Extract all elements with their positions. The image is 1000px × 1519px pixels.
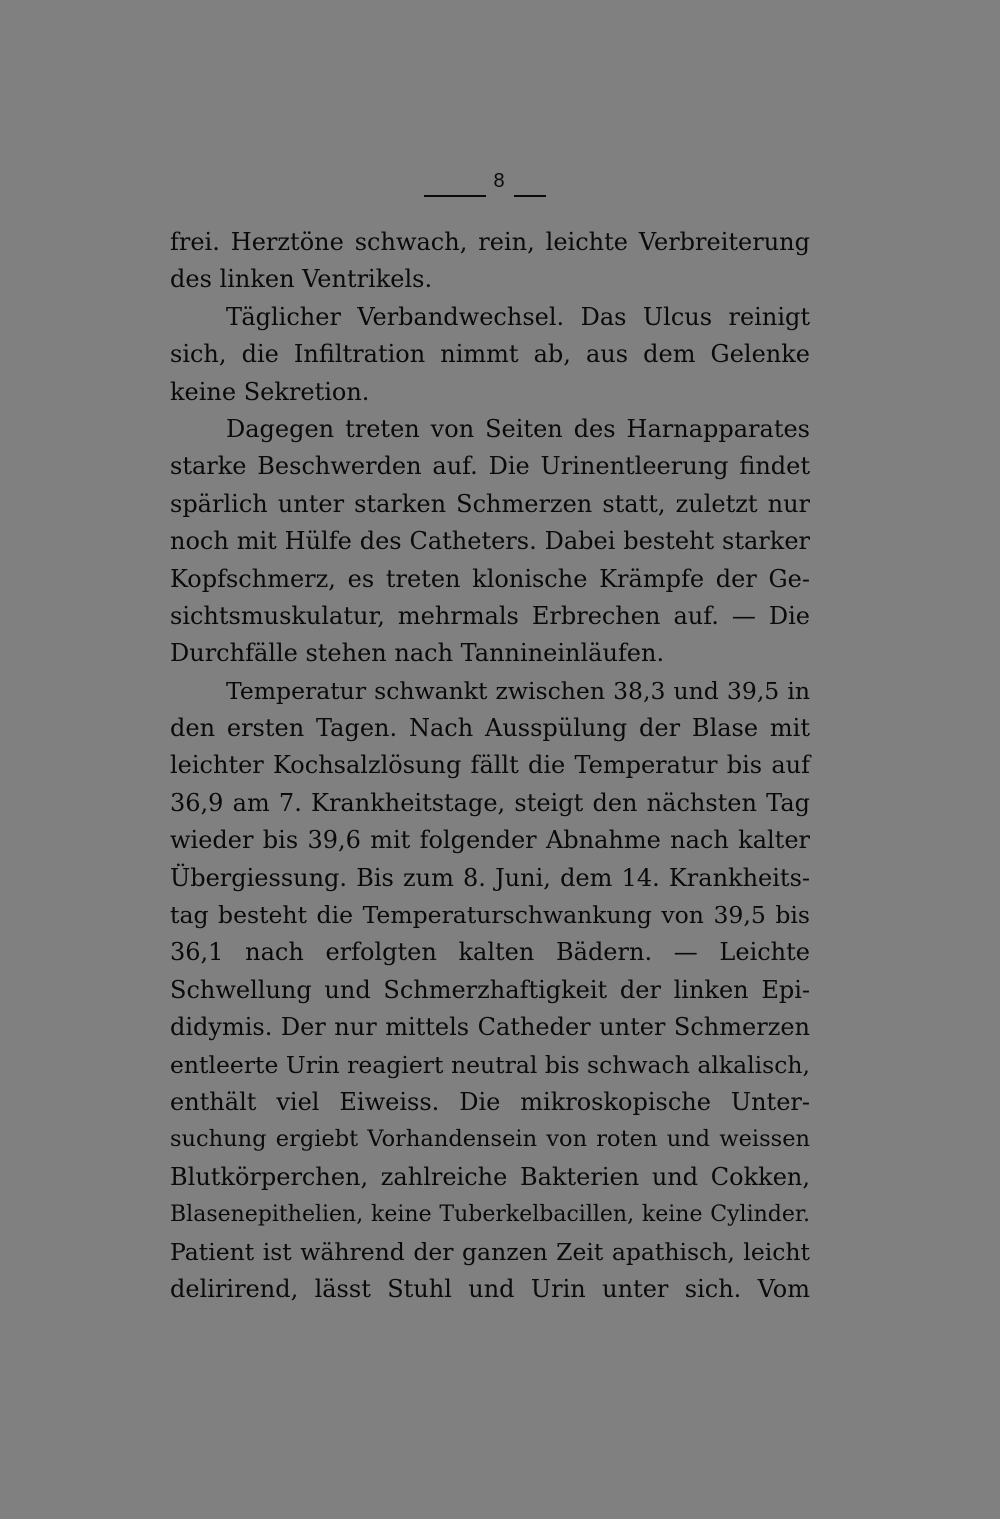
text-line: sichtsmuskulatur, mehrmals Erbrechen auf. — Die — [170, 601, 810, 630]
text-line: entleerte Urin reagiert neutral bis schwach alkalisch, — [170, 1050, 810, 1079]
page-header — [420, 168, 550, 204]
text-line: Kopfschmerz, es treten klonische Krämpfe der Ge- — [170, 564, 810, 593]
text-line: den ersten Tagen. Nach Ausspülung der Blase mit — [170, 714, 810, 743]
text-line: Patient ist während der ganzen Zeit apathisch, leicht — [170, 1237, 810, 1266]
text-line: Übergiessung. Bis zum 8. Juni, dem 14. Krankheits- — [170, 863, 810, 892]
text-line: Blasenepithelien, keine Tuberkelbacillen, keine Cylinder. — [170, 1202, 810, 1228]
header-rule-left — [424, 195, 486, 197]
text-line: leichter Kochsalzlösung fällt die Temperatur bis auf — [170, 751, 810, 780]
text-line: des linken Ventrikels. — [170, 265, 433, 294]
text-line: suchung ergiebt Vorhandensein von roten und weissen — [170, 1126, 810, 1153]
text-line: delirirend, lässt Stuhl und Urin unter sich. Vom — [170, 1274, 810, 1303]
text-line: Blutkörperchen, zahlreiche Bakterien und Cokken, — [170, 1162, 810, 1191]
text-line: didymis. Der nur mittels Catheder unter Schmerzen — [170, 1013, 810, 1042]
text-line: starke Beschwerden auf. Die Urinentleerung findet — [170, 452, 810, 481]
text-line: Durchfälle stehen nach Tannineinläufen. — [170, 639, 665, 668]
text-line: Temperatur schwankt zwischen 38,3 und 39,5 in — [226, 676, 810, 705]
text-line: keine Sekretion. — [170, 377, 370, 406]
text-line: spärlich unter starken Schmerzen statt, zuletzt nur — [170, 489, 810, 518]
text-line: 36,1 nach erfolgten kalten Bädern. — Leichte — [170, 938, 810, 967]
text-line: wieder bis 39,6 mit folgender Abnahme nach kalter — [170, 826, 810, 855]
page-number: 8 — [493, 170, 505, 192]
text-line: Schwellung und Schmerzhaftigkeit der linken Epi- — [170, 975, 810, 1004]
text-line: 36,9 am 7. Krankheitstage, steigt den nächsten Tag — [170, 788, 810, 817]
text-line: enthält viel Eiweiss. Die mikroskopische Unter- — [170, 1087, 810, 1116]
text-line: Täglicher Verbandwechsel. Das Ulcus reinigt — [226, 302, 810, 331]
page-body-text — [170, 224, 810, 1308]
header-rule-right — [514, 195, 546, 197]
text-line: noch mit Hülfe des Catheters. Dabei besteht starker — [170, 527, 810, 556]
text-line: frei. Herztöne schwach, rein, leichte Verbreiterung — [170, 228, 810, 256]
text-line: tag besteht die Temperaturschwankung von 39,5 bis — [170, 901, 810, 930]
text-line: Dagegen treten von Seiten des Harnapparates — [226, 414, 810, 443]
text-line: sich, die Infiltration nimmt ab, aus dem Gelenke — [170, 340, 810, 369]
